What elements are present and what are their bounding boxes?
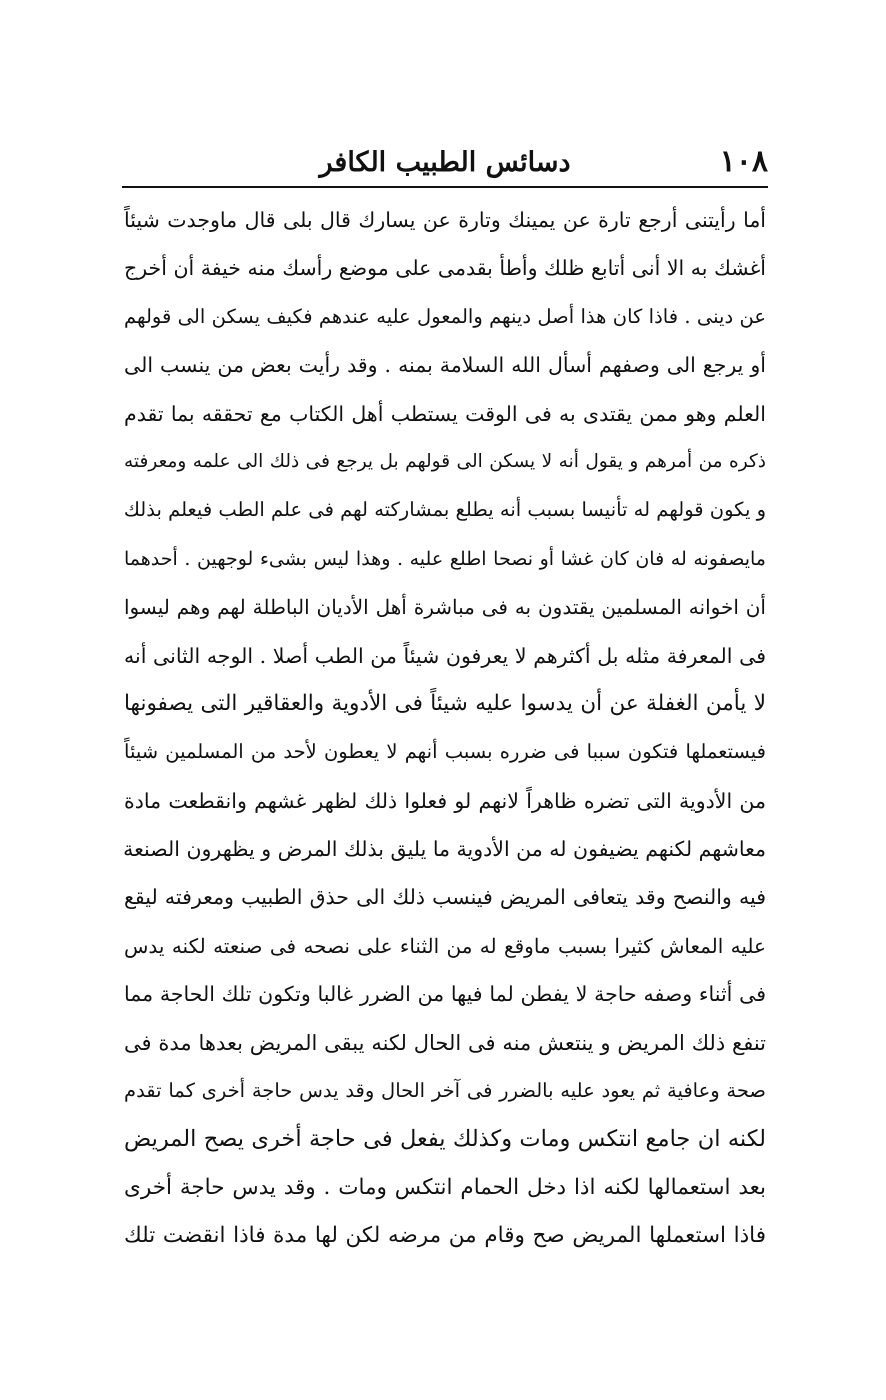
text-line: فى أثناء وصفه حاجة لا يفطن لما فيها من الضرر غالبا وتكون تلك الحاجة مما xyxy=(124,982,766,1007)
text-line: لكنه ان جامع انتكس ومات وكذلك يفعل فى حاجة أخرى يصح المريض xyxy=(124,1126,766,1153)
text-line: صحة وعافية ثم يعود عليه بالضرر فى آخر الحال وقد يدس حاجة أخرى كما تقدم xyxy=(124,1079,766,1103)
text-line: فى المعرفة مثله بل أكثرهم لا يعرفون شيئاً من الطب أصلا . الوجه الثانى أنه xyxy=(124,643,766,668)
text-line: أغشك به الا أنى أتابع ظلك وأطأ بقدمى على موضع رأسك منه خيفة أن أخرج xyxy=(124,256,766,281)
text-line: لا يأمن الغفلة عن أن يدسوا عليه شيئاً فى الأدوية والعقاقير التى يصفونها xyxy=(124,690,766,716)
text-line: معاشهم لكنهم يضيفون له من الأدوية ما يليق بذلك المرض و يظهرون الصنعة xyxy=(123,837,766,862)
running-title: دسائس الطبيب الكافر xyxy=(319,147,571,178)
text-line: أما رأيتنى أرجع تارة عن يمينك وتارة عن يسارك قال بلى قال ماوجدت شيئاً xyxy=(124,208,766,232)
text-line: تنفع ذلك المريض و ينتعش منه فى الحال لكنه يبقى المريض بعدها مدة فى xyxy=(124,1030,766,1055)
text-line: فاذا استعملها المريض صح وقام من مرضه لكن لها مدة فاذا انقضت تلك xyxy=(124,1223,766,1249)
page-header xyxy=(122,140,768,184)
text-line: العلم وهو ممن يقتدى به فى الوقت يستطب أهل الكتاب مع تحققه بما تقدم xyxy=(124,401,766,426)
text-line: أن اخوانه المسلمين يقتدون به فى مباشرة أهل الأديان الباطلة لهم وهم ليسوا xyxy=(124,595,766,620)
text-line: عليه المعاش كثيرا بسبب ماوقع له من الثناء على نصحه فى صنعته لكنه يدس xyxy=(124,933,766,958)
text-line: عن دينى . فاذا كان هذا أصل دينهم والمعول عليه عندهم فكيف يسكن الى قولهم xyxy=(124,304,766,328)
text-line: ذكره من أمرهم و يقول أنه لا يسكن الى قولهم بل يرجع فى ذلك الى علمه ومعرفته xyxy=(124,450,766,472)
text-line: فيستعملها فتكون سببا فى ضرره بسبب أنهم لا يعطون لأحد من المسلمين شيئاً xyxy=(124,740,766,764)
header-rule xyxy=(122,186,768,188)
text-line: بعد استعمالها لكنه اذا دخل الحمام انتكس ومات . وقد يدس حاجة أخرى xyxy=(124,1174,766,1200)
page-number: ١٠٨ xyxy=(719,144,768,179)
text-line: من الأدوية التى تضره ظاهراً لانهم لو فعلوا ذلك لظهر غشهم وانقطعت مادة xyxy=(124,788,766,813)
text-line: أو يرجع الى وصفهم أسأل الله السلامة بمنه . وقد رأيت بعض من ينسب الى xyxy=(124,353,766,378)
body-text xyxy=(124,196,766,1261)
text-line: و يكون قولهم له تأنيسا بسبب أنه يطلع بمشاركته لهم فى علم الطب فيعلم بذلك xyxy=(123,498,766,522)
text-line: فيه والنصح وقد يتعافى المريض فينسب ذلك الى حذق الطبيب ومعرفته ليقع xyxy=(124,885,766,910)
text-line: مايصفونه له فان كان غشا أو نصحا اطلع عليه . وهذا ليس بشىء لوجهين . أحدهما xyxy=(124,547,766,570)
